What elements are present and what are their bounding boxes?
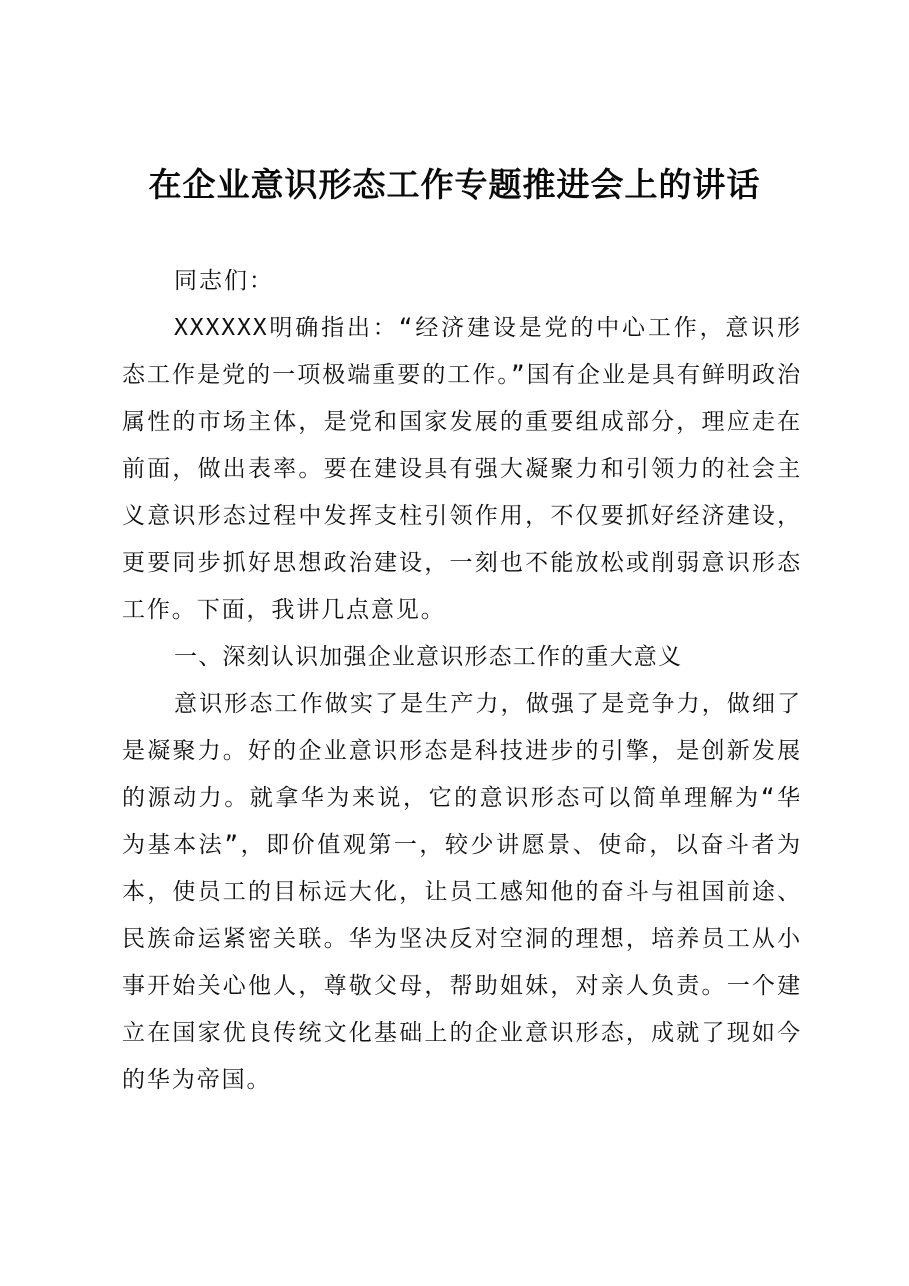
section-paragraph: 意识形态工作做实了是生产力，做强了是竞争力，做细了是凝聚力。好的企业意识形态是科技进步的引擎，是创新发展的源动力。就拿华为来说，它的意识形态可以简单理解为“华为基本法”，即价值观第一，较少讲愿景、使命，以奋斗者为本，使员工的目标远大化，让员工感知他的奋斗与祖国前途、民族命运紧密关联。华为坚决反对空洞的理想，培养员工从小事开始关心他人，尊敬父母，帮助姐妹，对亲人负责。一个建立在国家优良传统文化基础上的企业意识形态，成就了现如今的华为帝国。	[122, 691, 802, 1093]
section-heading: 一、深刻认识加强企业意识形态工作的重大意义	[174, 644, 683, 670]
document-title: 在企业意识形态工作专题推进会上的讲话	[148, 165, 761, 204]
document-body	[122, 258, 802, 1104]
intro-paragraph: XXXXXX明确指出：“经济建设是党的中心工作，意识形态工作是党的一项极端重要的工作。”国有企业是具有鲜明政治属性的市场主体，是党和国家发展的重要组成部分，理应走在前面，做出表率。要在建设具有强大凝聚力和引领力的社会主义意识形态过程中发挥支柱引领作用，不仅要抓好经济建设，更要同步抓好思想政治建设，一刻也不能放松或削弱意识形态工作。下面，我讲几点意见。	[122, 315, 802, 623]
salutation: 同志们：	[174, 268, 274, 294]
